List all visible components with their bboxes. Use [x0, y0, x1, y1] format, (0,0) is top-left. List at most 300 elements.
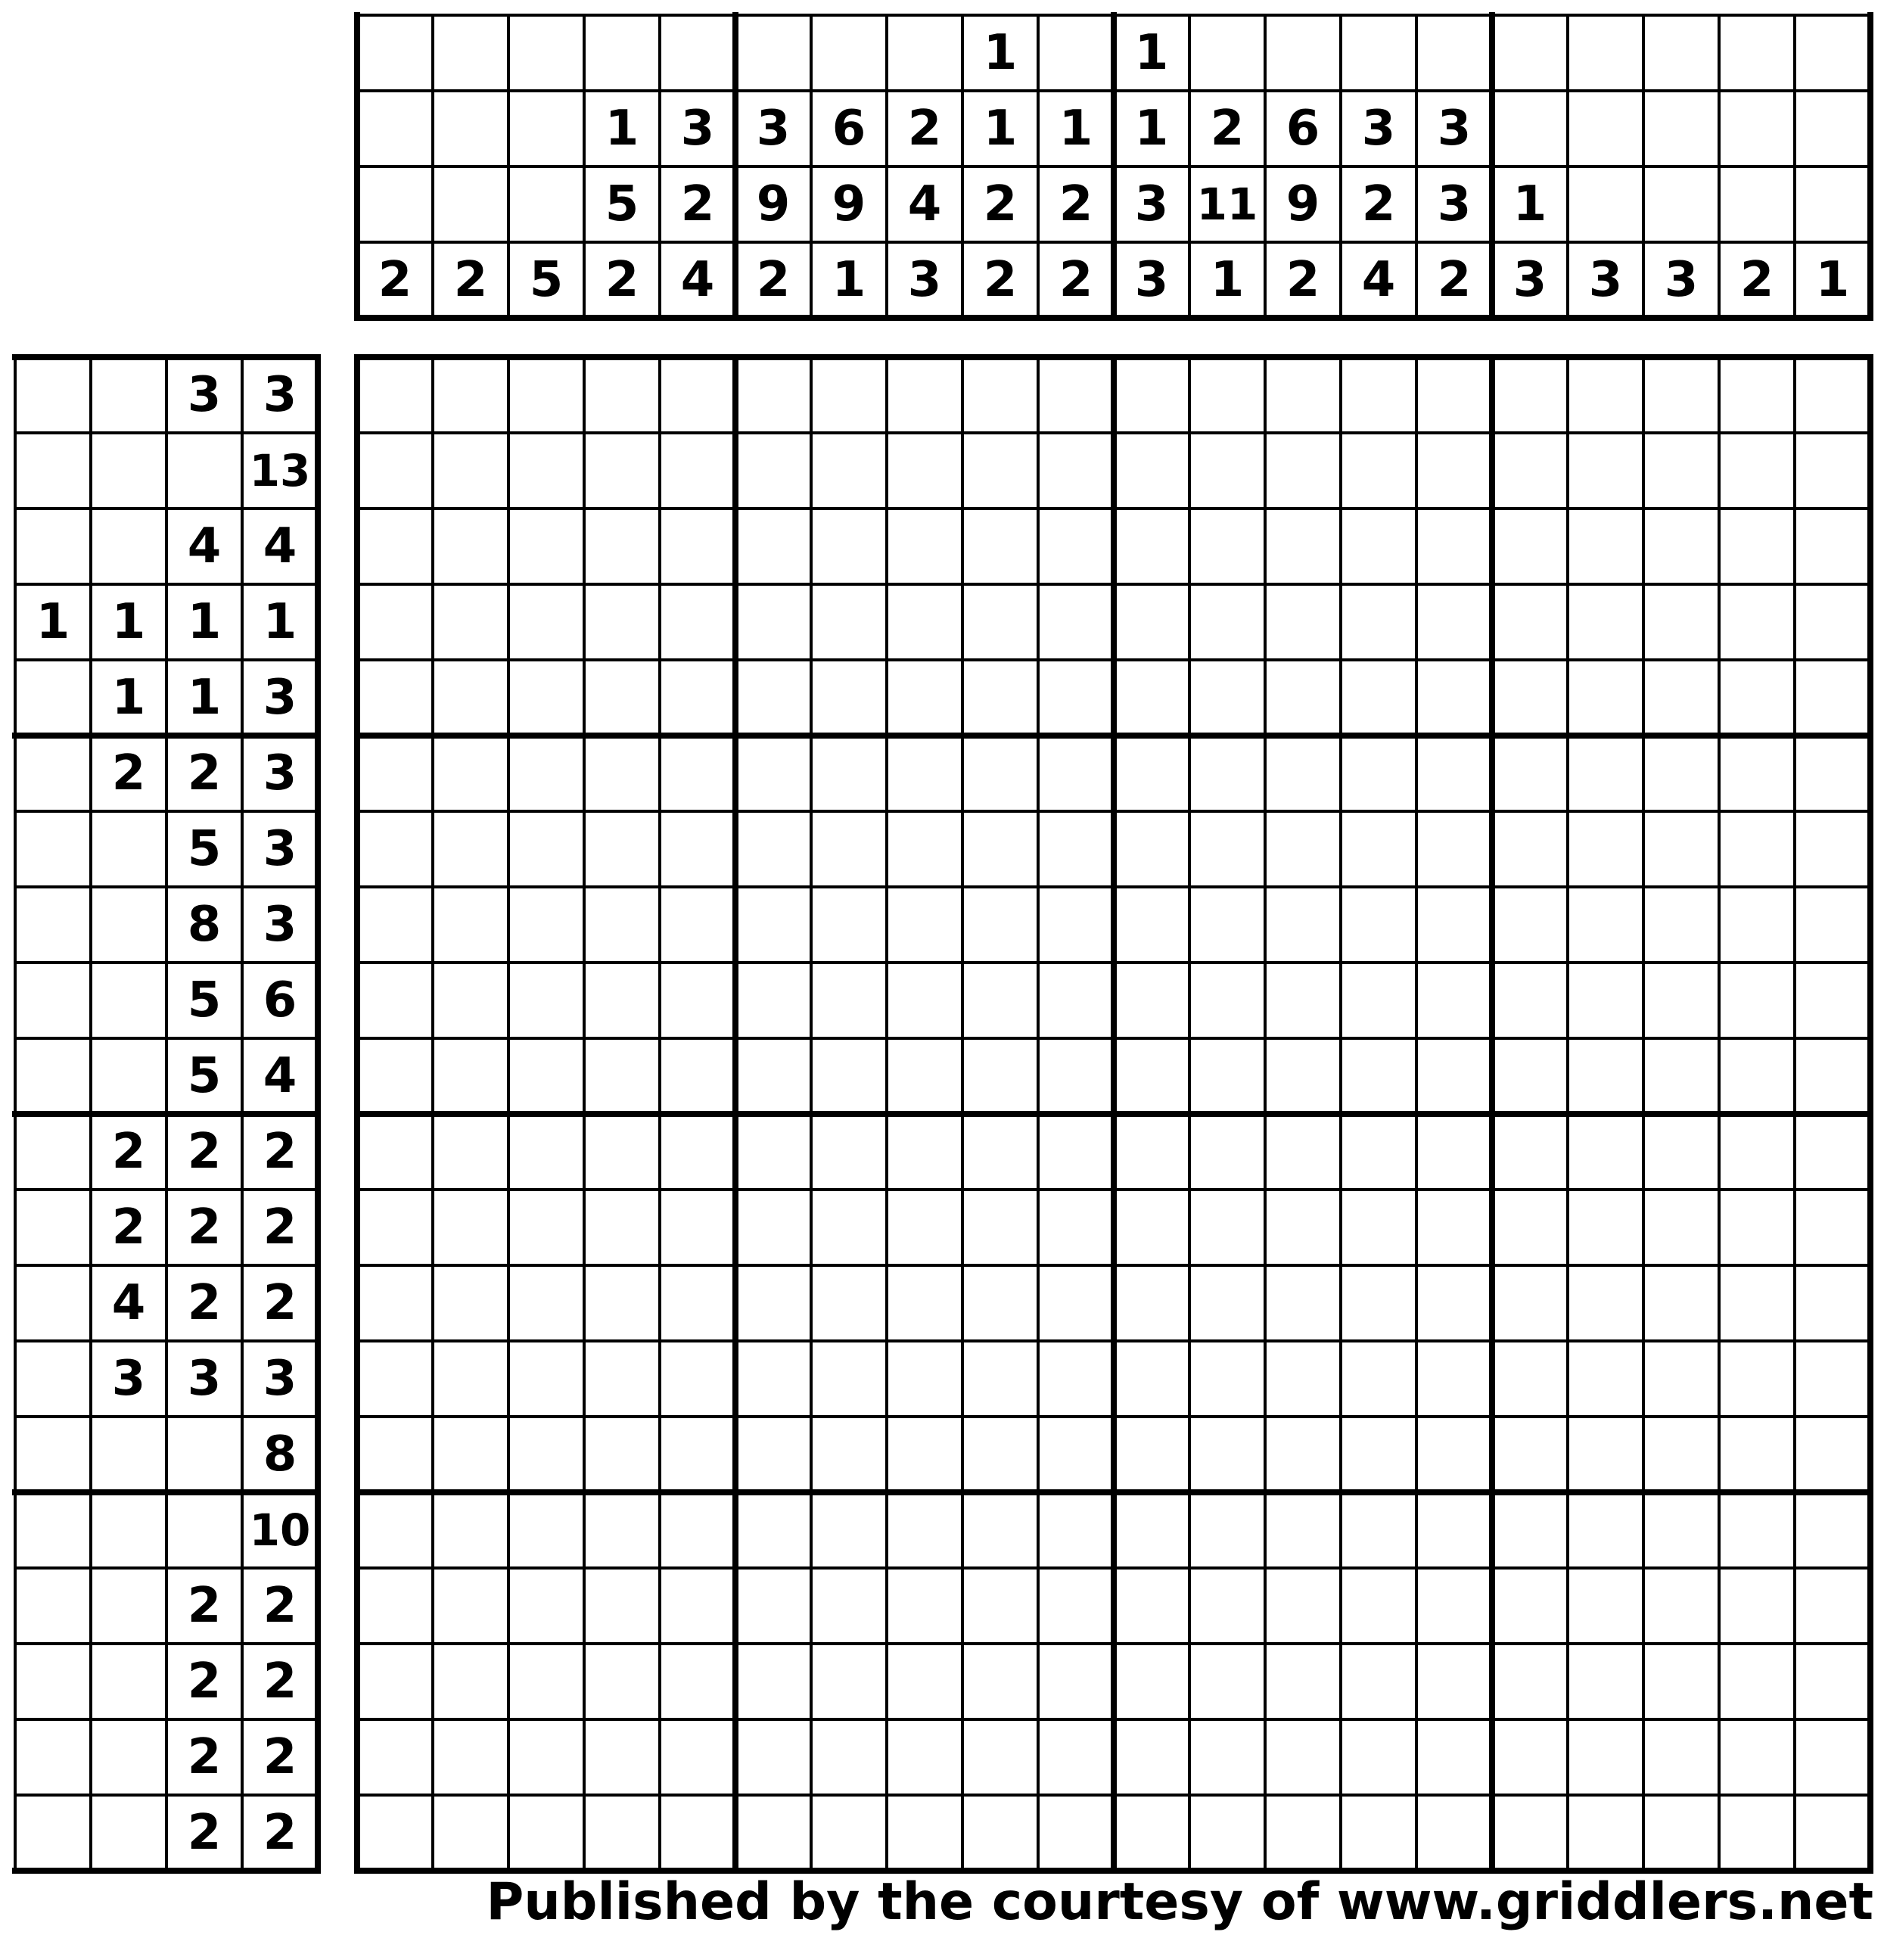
grid-cell[interactable] [660, 736, 735, 811]
grid-cell[interactable] [887, 1719, 962, 1795]
grid-cell[interactable] [1416, 1038, 1492, 1114]
grid-cell[interactable] [1114, 963, 1189, 1038]
grid-cell[interactable] [1341, 1644, 1416, 1719]
grid-cell[interactable] [811, 433, 887, 509]
grid-cell[interactable] [1038, 1038, 1114, 1114]
grid-cell[interactable] [584, 1341, 660, 1417]
grid-cell[interactable] [735, 1795, 811, 1871]
grid-cell[interactable] [1038, 811, 1114, 887]
grid-cell[interactable] [887, 736, 962, 811]
grid-cell[interactable] [1492, 1341, 1568, 1417]
grid-cell[interactable] [1189, 1341, 1265, 1417]
grid-cell[interactable] [887, 811, 962, 887]
grid-cell[interactable] [1568, 1719, 1643, 1795]
grid-cell[interactable] [1416, 811, 1492, 887]
grid-cell[interactable] [1719, 584, 1795, 660]
grid-cell[interactable] [1643, 660, 1719, 736]
grid-cell[interactable] [1795, 811, 1870, 887]
grid-cell[interactable] [811, 1644, 887, 1719]
grid-cell[interactable] [962, 433, 1038, 509]
grid-cell[interactable] [1341, 887, 1416, 963]
grid-cell[interactable] [735, 1038, 811, 1114]
grid-cell[interactable] [1265, 433, 1341, 509]
grid-cell[interactable] [660, 811, 735, 887]
grid-cell[interactable] [1038, 1190, 1114, 1265]
grid-cell[interactable] [1568, 1038, 1643, 1114]
grid-cell[interactable] [1568, 1341, 1643, 1417]
grid-cell[interactable] [1189, 509, 1265, 584]
grid-cell[interactable] [357, 1038, 433, 1114]
grid-cell[interactable] [1568, 509, 1643, 584]
grid-cell[interactable] [508, 1492, 584, 1568]
grid-cell[interactable] [1568, 357, 1643, 433]
grid-cell[interactable] [1795, 1644, 1870, 1719]
grid-cell[interactable] [584, 963, 660, 1038]
grid-cell[interactable] [660, 1719, 735, 1795]
grid-cell[interactable] [584, 887, 660, 963]
grid-cell[interactable] [433, 1038, 508, 1114]
grid-cell[interactable] [660, 1265, 735, 1341]
grid-cell[interactable] [962, 1795, 1038, 1871]
grid-cell[interactable] [811, 584, 887, 660]
grid-cell[interactable] [1189, 1719, 1265, 1795]
grid-cell[interactable] [1341, 1114, 1416, 1190]
grid-cell[interactable] [1643, 433, 1719, 509]
grid-cell[interactable] [1114, 887, 1189, 963]
grid-cell[interactable] [1643, 1795, 1719, 1871]
grid-cell[interactable] [508, 736, 584, 811]
grid-cell[interactable] [887, 1114, 962, 1190]
grid-cell[interactable] [1341, 1341, 1416, 1417]
grid-cell[interactable] [1189, 1644, 1265, 1719]
grid-cell[interactable] [962, 963, 1038, 1038]
grid-cell[interactable] [1795, 1568, 1870, 1644]
grid-cell[interactable] [357, 1265, 433, 1341]
grid-cell[interactable] [811, 1190, 887, 1265]
grid-cell[interactable] [1795, 1265, 1870, 1341]
grid-cell[interactable] [1568, 1795, 1643, 1871]
grid-cell[interactable] [1265, 1568, 1341, 1644]
grid-cell[interactable] [1568, 887, 1643, 963]
grid-cell[interactable] [1038, 357, 1114, 433]
grid-cell[interactable] [1038, 963, 1114, 1038]
grid-cell[interactable] [1341, 1719, 1416, 1795]
grid-cell[interactable] [433, 357, 508, 433]
grid-cell[interactable] [433, 963, 508, 1038]
grid-cell[interactable] [1114, 357, 1189, 433]
grid-cell[interactable] [584, 1568, 660, 1644]
grid-cell[interactable] [1114, 433, 1189, 509]
grid-cell[interactable] [1416, 1341, 1492, 1417]
grid-cell[interactable] [962, 736, 1038, 811]
grid-cell[interactable] [357, 1644, 433, 1719]
grid-cell[interactable] [962, 811, 1038, 887]
grid-cell[interactable] [1265, 811, 1341, 887]
grid-cell[interactable] [1114, 1644, 1189, 1719]
grid-cell[interactable] [1643, 887, 1719, 963]
grid-cell[interactable] [1719, 963, 1795, 1038]
grid-cell[interactable] [1795, 1719, 1870, 1795]
grid-cell[interactable] [1038, 1492, 1114, 1568]
grid-cell[interactable] [1795, 1795, 1870, 1871]
grid-cell[interactable] [1341, 1038, 1416, 1114]
grid-cell[interactable] [1492, 357, 1568, 433]
grid-cell[interactable] [1492, 1568, 1568, 1644]
grid-cell[interactable] [1114, 1114, 1189, 1190]
grid-cell[interactable] [887, 357, 962, 433]
grid-cell[interactable] [962, 1719, 1038, 1795]
grid-cell[interactable] [735, 1644, 811, 1719]
grid-cell[interactable] [660, 584, 735, 660]
grid-cell[interactable] [357, 433, 433, 509]
grid-cell[interactable] [1114, 736, 1189, 811]
grid-cell[interactable] [1416, 736, 1492, 811]
grid-cell[interactable] [1038, 1265, 1114, 1341]
grid-cell[interactable] [1038, 1417, 1114, 1492]
grid-cell[interactable] [433, 1644, 508, 1719]
grid-cell[interactable] [1038, 1795, 1114, 1871]
grid-cell[interactable] [887, 660, 962, 736]
grid-cell[interactable] [1416, 1492, 1492, 1568]
grid-cell[interactable] [811, 1341, 887, 1417]
grid-cell[interactable] [735, 1568, 811, 1644]
grid-cell[interactable] [1492, 433, 1568, 509]
grid-cell[interactable] [1265, 1341, 1341, 1417]
grid-cell[interactable] [1492, 509, 1568, 584]
grid-cell[interactable] [660, 1038, 735, 1114]
grid-cell[interactable] [1114, 1265, 1189, 1341]
grid-cell[interactable] [1416, 433, 1492, 509]
grid-cell[interactable] [1643, 1492, 1719, 1568]
grid-cell[interactable] [887, 1492, 962, 1568]
grid-cell[interactable] [357, 811, 433, 887]
grid-cell[interactable] [1492, 1038, 1568, 1114]
grid-cell[interactable] [508, 433, 584, 509]
grid-cell[interactable] [887, 509, 962, 584]
grid-cell[interactable] [1719, 1417, 1795, 1492]
grid-cell[interactable] [660, 660, 735, 736]
grid-cell[interactable] [1114, 1568, 1189, 1644]
grid-cell[interactable] [1795, 887, 1870, 963]
grid-cell[interactable] [887, 963, 962, 1038]
grid-cell[interactable] [1568, 1568, 1643, 1644]
grid-cell[interactable] [962, 1190, 1038, 1265]
grid-cell[interactable] [1038, 660, 1114, 736]
grid-cell[interactable] [735, 1265, 811, 1341]
grid-cell[interactable] [811, 811, 887, 887]
grid-cell[interactable] [811, 1038, 887, 1114]
grid-cell[interactable] [433, 1341, 508, 1417]
grid-cell[interactable] [962, 1492, 1038, 1568]
grid-cell[interactable] [584, 1265, 660, 1341]
grid-cell[interactable] [1416, 1795, 1492, 1871]
grid-cell[interactable] [1643, 963, 1719, 1038]
grid-cell[interactable] [962, 1114, 1038, 1190]
grid-cell[interactable] [1038, 887, 1114, 963]
grid-cell[interactable] [1492, 1795, 1568, 1871]
grid-cell[interactable] [735, 584, 811, 660]
grid-cell[interactable] [1643, 1190, 1719, 1265]
grid-cell[interactable] [1643, 1114, 1719, 1190]
grid-cell[interactable] [887, 1341, 962, 1417]
grid-cell[interactable] [584, 509, 660, 584]
grid-cell[interactable] [1795, 963, 1870, 1038]
grid-cell[interactable] [1492, 1114, 1568, 1190]
grid-cell[interactable] [584, 1795, 660, 1871]
grid-cell[interactable] [1341, 1795, 1416, 1871]
grid-cell[interactable] [811, 1719, 887, 1795]
grid-cell[interactable] [1719, 660, 1795, 736]
grid-cell[interactable] [1795, 1190, 1870, 1265]
grid-cell[interactable] [1189, 1492, 1265, 1568]
grid-cell[interactable] [962, 1265, 1038, 1341]
grid-cell[interactable] [1492, 1417, 1568, 1492]
grid-cell[interactable] [357, 509, 433, 584]
grid-cell[interactable] [811, 1265, 887, 1341]
grid-cell[interactable] [1038, 1568, 1114, 1644]
grid-cell[interactable] [811, 963, 887, 1038]
grid-cell[interactable] [735, 963, 811, 1038]
grid-cell[interactable] [1189, 811, 1265, 887]
grid-cell[interactable] [1416, 584, 1492, 660]
grid-cell[interactable] [357, 357, 433, 433]
grid-cell[interactable] [1643, 1568, 1719, 1644]
grid-cell[interactable] [1795, 584, 1870, 660]
grid-cell[interactable] [584, 433, 660, 509]
grid-cell[interactable] [887, 584, 962, 660]
grid-cell[interactable] [735, 433, 811, 509]
grid-cell[interactable] [1341, 1417, 1416, 1492]
grid-cell[interactable] [1189, 1568, 1265, 1644]
grid-cell[interactable] [584, 1644, 660, 1719]
grid-cell[interactable] [433, 433, 508, 509]
grid-cell[interactable] [962, 357, 1038, 433]
grid-cell[interactable] [1643, 1038, 1719, 1114]
grid-cell[interactable] [584, 811, 660, 887]
grid-cell[interactable] [1568, 963, 1643, 1038]
grid-cell[interactable] [1492, 660, 1568, 736]
grid-cell[interactable] [1492, 1644, 1568, 1719]
grid-cell[interactable] [508, 509, 584, 584]
grid-cell[interactable] [584, 1492, 660, 1568]
grid-cell[interactable] [1038, 1341, 1114, 1417]
grid-cell[interactable] [811, 1417, 887, 1492]
grid-cell[interactable] [1341, 963, 1416, 1038]
grid-cell[interactable] [1416, 509, 1492, 584]
grid-cell[interactable] [811, 1568, 887, 1644]
grid-cell[interactable] [811, 357, 887, 433]
grid-cell[interactable] [584, 584, 660, 660]
grid-cell[interactable] [1265, 660, 1341, 736]
grid-cell[interactable] [1038, 584, 1114, 660]
grid-cell[interactable] [1265, 1038, 1341, 1114]
grid-cell[interactable] [1416, 1114, 1492, 1190]
grid-cell[interactable] [1568, 1417, 1643, 1492]
grid-cell[interactable] [1114, 1417, 1189, 1492]
grid-cell[interactable] [584, 736, 660, 811]
grid-cell[interactable] [887, 1190, 962, 1265]
grid-cell[interactable] [962, 1568, 1038, 1644]
grid-cell[interactable] [1719, 433, 1795, 509]
grid-cell[interactable] [1568, 433, 1643, 509]
grid-cell[interactable] [887, 887, 962, 963]
grid-cell[interactable] [1795, 357, 1870, 433]
grid-cell[interactable] [1265, 887, 1341, 963]
grid-cell[interactable] [1038, 1719, 1114, 1795]
grid-cell[interactable] [584, 660, 660, 736]
grid-cell[interactable] [357, 1795, 433, 1871]
grid-cell[interactable] [1341, 433, 1416, 509]
grid-cell[interactable] [508, 357, 584, 433]
grid-cell[interactable] [1416, 963, 1492, 1038]
grid-cell[interactable] [433, 1492, 508, 1568]
grid-cell[interactable] [1719, 887, 1795, 963]
grid-cell[interactable] [1719, 1492, 1795, 1568]
grid-cell[interactable] [660, 1795, 735, 1871]
grid-cell[interactable] [1492, 1492, 1568, 1568]
grid-cell[interactable] [660, 1417, 735, 1492]
grid-cell[interactable] [357, 584, 433, 660]
grid-cell[interactable] [1189, 1417, 1265, 1492]
grid-cell[interactable] [1719, 1038, 1795, 1114]
grid-cell[interactable] [1719, 811, 1795, 887]
grid-cell[interactable] [735, 660, 811, 736]
grid-cell[interactable] [357, 963, 433, 1038]
grid-cell[interactable] [1038, 509, 1114, 584]
grid-cell[interactable] [962, 509, 1038, 584]
grid-cell[interactable] [735, 357, 811, 433]
grid-cell[interactable] [433, 660, 508, 736]
grid-cell[interactable] [433, 1114, 508, 1190]
grid-cell[interactable] [1265, 1190, 1341, 1265]
grid-cell[interactable] [1416, 660, 1492, 736]
grid-cell[interactable] [1643, 1644, 1719, 1719]
grid-cell[interactable] [1492, 1190, 1568, 1265]
grid-cell[interactable] [1265, 963, 1341, 1038]
grid-cell[interactable] [508, 1265, 584, 1341]
grid-cell[interactable] [811, 1795, 887, 1871]
grid-cell[interactable] [357, 887, 433, 963]
grid-cell[interactable] [962, 887, 1038, 963]
grid-cell[interactable] [433, 1265, 508, 1341]
grid-cell[interactable] [1341, 1265, 1416, 1341]
grid-cell[interactable] [962, 660, 1038, 736]
grid-cell[interactable] [357, 1114, 433, 1190]
grid-cell[interactable] [1492, 811, 1568, 887]
grid-cell[interactable] [1795, 660, 1870, 736]
grid-cell[interactable] [811, 660, 887, 736]
grid-cell[interactable] [1795, 1417, 1870, 1492]
grid-cell[interactable] [1719, 736, 1795, 811]
grid-cell[interactable] [1719, 1568, 1795, 1644]
grid-cell[interactable] [887, 1795, 962, 1871]
grid-cell[interactable] [811, 736, 887, 811]
grid-cell[interactable] [660, 887, 735, 963]
grid-cell[interactable] [508, 1644, 584, 1719]
grid-cell[interactable] [1795, 1038, 1870, 1114]
grid-cell[interactable] [1568, 1114, 1643, 1190]
grid-cell[interactable] [1719, 1644, 1795, 1719]
grid-cell[interactable] [1114, 1341, 1189, 1417]
grid-cell[interactable] [508, 1341, 584, 1417]
grid-cell[interactable] [584, 1417, 660, 1492]
grid-cell[interactable] [1265, 1795, 1341, 1871]
grid-cell[interactable] [1114, 811, 1189, 887]
grid-cell[interactable] [1038, 1114, 1114, 1190]
grid-cell[interactable] [1265, 1114, 1341, 1190]
grid-cell[interactable] [1643, 1341, 1719, 1417]
grid-cell[interactable] [1643, 1719, 1719, 1795]
grid-cell[interactable] [1265, 1265, 1341, 1341]
grid-cell[interactable] [584, 1114, 660, 1190]
grid-cell[interactable] [1189, 584, 1265, 660]
grid-cell[interactable] [1189, 1190, 1265, 1265]
grid-cell[interactable] [1795, 433, 1870, 509]
grid-cell[interactable] [887, 1644, 962, 1719]
grid-cell[interactable] [1492, 584, 1568, 660]
grid-cell[interactable] [1719, 1719, 1795, 1795]
grid-cell[interactable] [1189, 887, 1265, 963]
grid-cell[interactable] [962, 1038, 1038, 1114]
grid-cell[interactable] [1719, 357, 1795, 433]
grid-cell[interactable] [887, 1038, 962, 1114]
grid-cell[interactable] [1492, 736, 1568, 811]
grid-cell[interactable] [1568, 584, 1643, 660]
grid-cell[interactable] [1265, 509, 1341, 584]
grid-cell[interactable] [1568, 811, 1643, 887]
grid-cell[interactable] [1038, 433, 1114, 509]
grid-cell[interactable] [1341, 357, 1416, 433]
grid-cell[interactable] [1265, 1719, 1341, 1795]
grid-cell[interactable] [660, 1341, 735, 1417]
grid-cell[interactable] [508, 887, 584, 963]
grid-cell[interactable] [1416, 1568, 1492, 1644]
grid-cell[interactable] [433, 1719, 508, 1795]
grid-cell[interactable] [1114, 509, 1189, 584]
grid-cell[interactable] [1568, 1265, 1643, 1341]
grid-cell[interactable] [1492, 887, 1568, 963]
grid-cell[interactable] [1189, 1795, 1265, 1871]
grid-cell[interactable] [1795, 1341, 1870, 1417]
grid-cell[interactable] [811, 1114, 887, 1190]
grid-cell[interactable] [1795, 1492, 1870, 1568]
grid-cell[interactable] [962, 1644, 1038, 1719]
grid-cell[interactable] [1492, 963, 1568, 1038]
grid-cell[interactable] [1568, 736, 1643, 811]
grid-cell[interactable] [1341, 584, 1416, 660]
grid-cell[interactable] [357, 1341, 433, 1417]
grid-cell[interactable] [1795, 736, 1870, 811]
grid-cell[interactable] [1114, 1795, 1189, 1871]
grid-cell[interactable] [1114, 1492, 1189, 1568]
grid-cell[interactable] [433, 1190, 508, 1265]
grid-cell[interactable] [1568, 1644, 1643, 1719]
grid-cell[interactable] [660, 1190, 735, 1265]
grid-cell[interactable] [584, 1038, 660, 1114]
grid-cell[interactable] [1568, 660, 1643, 736]
grid-cell[interactable] [1719, 1114, 1795, 1190]
grid-cell[interactable] [1341, 509, 1416, 584]
grid-cell[interactable] [1341, 1568, 1416, 1644]
grid-cell[interactable] [1265, 1417, 1341, 1492]
grid-cell[interactable] [887, 1417, 962, 1492]
grid-cell[interactable] [1719, 1341, 1795, 1417]
grid-cell[interactable] [660, 1568, 735, 1644]
grid-cell[interactable] [584, 1719, 660, 1795]
grid-cell[interactable] [508, 584, 584, 660]
grid-cell[interactable] [660, 963, 735, 1038]
grid-cell[interactable] [660, 509, 735, 584]
